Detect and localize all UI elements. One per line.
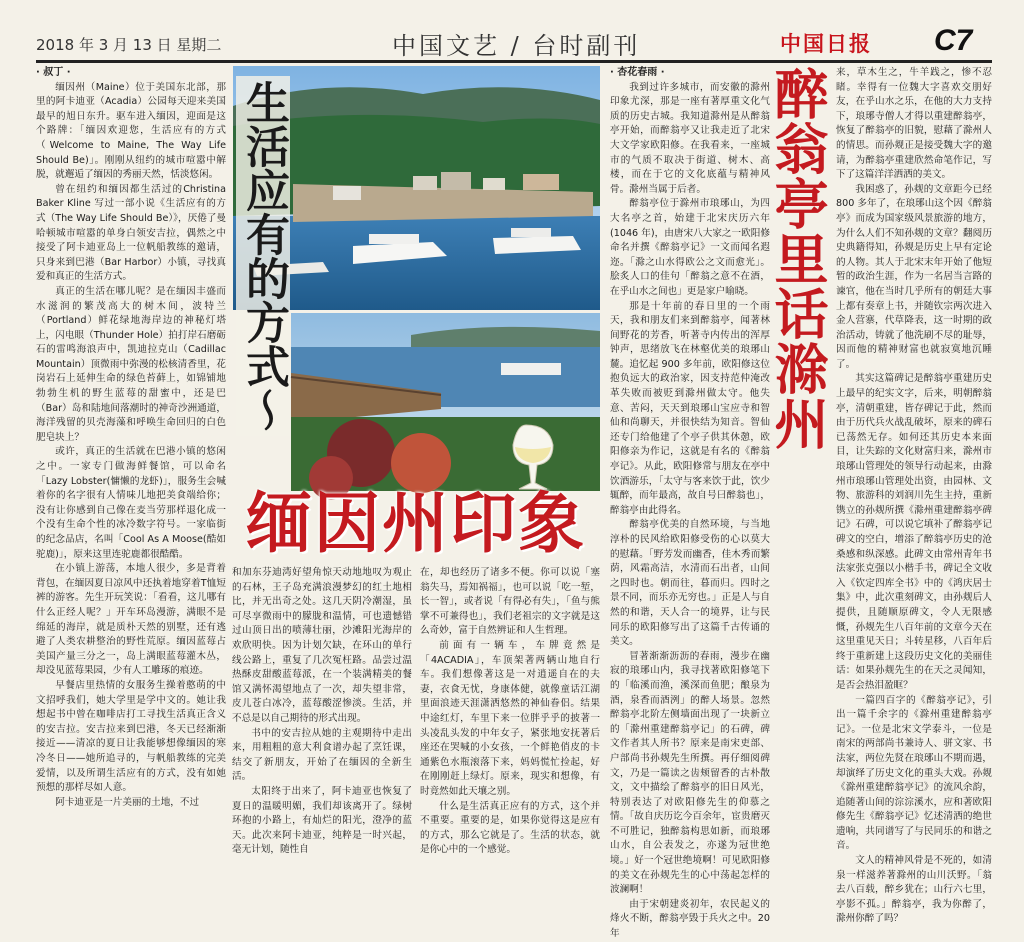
paragraph: 早餐店里热情的女服务生操着憨萌的中文招呼我们，她大学里是学中文的。她让我想起书中曾在咖啡店打工寻找生活真正含义的安吉拉。安吉拉来到巴港，冬天已经渐渐接近——清凉的夏日让我能够想像缅因的寒冷冬日——她所追寻的，与帆船教练的完美爱情，以及所谓生活应有的方式，没有如她预想的那样尽如人意。 bbox=[36, 679, 226, 794]
paragraph: 我到过许多城市，而安徽的滁州印象尤深，那是一座有著厚重文化气质的历史古城。我知道滁州是从醉翁亭开始，而醉翁亭又让我走近了北宋大文学家欧阳修。在我看来，一座城市的气质不取决于街道、树木、高楼，而在于它的文化底蕴与精神风骨。滁州当属于后者。 bbox=[610, 81, 770, 195]
article-right-col2 bbox=[836, 66, 992, 925]
paragraph: 文人的精神风骨是不死的，如清泉一样滋养著滁州的山川沃野。「翁去八百载，醉乡犹在；山行六七里，亭影不孤。」醉翁亭，我为你醉了，滁州你醉了吗？ bbox=[836, 855, 992, 925]
page-header bbox=[0, 0, 1024, 62]
page-number: C7 bbox=[934, 24, 973, 57]
paragraph: 那是十年前的春日里的一个雨天，我和朋友们来到醉翁亭，闻著林间野花的芳香，听著寺内传出的浑厚钟声，思绪放飞在林壑优美的琅琊山麓。追忆起 900 多年前，欧阳修这位抱负远大的政治家，因支持范仲淹改革失败而被贬到滁州做太守。他失意、苦闷，天天到琅琊山宝应寺和智仙和尚聊天，并很快结为知音。智仙还专门给他建了个亭子供其休憩，欧阳修亲为作记，这就是有名的《醉翁亭记》。从此，欧阳修常与朋友在亭中饮酒游乐，「太守与客来饮于此，饮少辄醉，而年最高，故自号曰醉翁也」，醉翁亭由此得名。 bbox=[610, 300, 770, 516]
paragraph: 或许，真正的生活就在巴港小镇的悠闲之中。一家专门做海鲜餐馆，可以命名「Lazy Lobster(慵懒的龙虾)」，服务生会喊着你的名字很有人情味儿地把美食端给你；没有让你感到自己像在麦当劳那样退化成一个没有生命个性的冰冷数字符号。一家临街的纪念品店，名叫「Cool As A Moose(酷如驼鹿)」，原来这里连驼鹿都很酷酷。 bbox=[36, 446, 226, 560]
article-left-col2 bbox=[232, 566, 412, 902]
paragraph: 真正的生活在哪儿呢？是在缅因丰盛而水滋润的繁茂高大的树木间，波特兰（Portland）鲜花绿地海岸边的神秘灯塔上，闪电眼（Thunder Hole）拍打岸石磨砺石的雷鸣海浪声中，凯迪拉克山（Cadillac Mountain）顶微雨中弥漫的松核清香里，花岗岩石上延伸生命的绿色苔藓上，如锦铺地勃勃生机的野生蓝莓的甜蜜中，还是巴（Bar）岛和陆地间落潮时的神奇沙洲通道，海洋残留的贝壳海藻和呼唤生命回归的白色肥皂块上？ bbox=[36, 285, 226, 443]
section-title: 中国文艺 / 台时副刊 bbox=[392, 32, 641, 60]
article-left-col3 bbox=[420, 566, 600, 902]
paragraph: 在，却也经历了诸多不便。你可以说「塞翁失马，焉知祸福」，也可以说「吃一堑，长一智」，或者说「有得必有失」，「鱼与熊掌不可兼得也」，我们老祖宗的文字就是这么奇妙，富于自然辨证和人生哲理。 bbox=[420, 567, 600, 637]
byline: · 杏花春雨 · bbox=[610, 67, 665, 78]
paragraph: 阿卡迪亚是一片美丽的土地，不过 bbox=[55, 796, 200, 808]
paragraph: 前面有一辆车，车牌竟然是「4ACADIA」，车顶架著两辆山地自行车。我们想像著这是一对逍遥自在的夫妻，衣食无忧，身康体健，就像童话江湖里面浪迹天涯潇洒悠然的神仙眷侣。结果中途红灯，车里下来一位胖乎乎的披著一头凌乱头发的中年女子，紧张地安抚著后座还在哭喊的小女孩，一个鲜艳俏皮的卡通紫色水瓶滚落下来，妈妈慌忙捡起，好在刚刚赶上绿灯。原来，现实和想像，有时竟然如此天壤之别。 bbox=[420, 639, 600, 797]
article-title: 醉翁亭里话滁州 bbox=[766, 66, 830, 451]
issue-date: 2018 年 3 月 13 日 星期二 bbox=[36, 36, 222, 54]
paragraph: 我困惑了，孙觌的文章距今已经 800 多年了，在琅琊山这个因《醉翁亭》而成为国家级风景旅游的地方，为什么人们不知孙觌的文章？翻阅历史典籍得知，孙觌是历史上早有定论的人物。其人于北宋末年开始了他短暂的政治生涯，作为一名居当言路的谏官，他在当时几乎所有的朝廷大事上都有奏章上书，并随钦宗两次进入金人营寨，代草降表，这一时期的政治活动，铸就了他洗刷不尽的耻辱，因而他的精神财富也就寂寞地沉睡了。 bbox=[836, 183, 992, 370]
article-title: 缅因州印象 bbox=[246, 485, 586, 562]
paragraph: 醉翁亭位于滁州市琅琊山，为四大名亭之首，始建于北宋庆历六年(1046 年)，由唐宋八大家之一欧阳修命名并撰《醉翁亭记》一文而闻名遐迩。「滁之山水得欧公之文而愈光」。脍炙人口的佳句「醉翁之意不在酒，在乎山水之间也」更是家户喻晓。 bbox=[610, 198, 770, 297]
paragraph: 太阳终于出来了，阿卡迪亚也恢复了夏日的温暖明媚，我们却该离开了。绿树环抱的小路上，有灿烂的阳光，澄净的蓝天。此次来阿卡迪亚，纯粹是一时兴起，毫无计划，随性自 bbox=[232, 785, 412, 856]
paragraph: 一篇四百字的《醉翁亭记》，引出一篇千余字的《滁州重建醉翁亭记》。一位是北宋文学泰斗，一位是南宋的两部尚书兼诗人、骈文家、书法家，两位先贤在琅琊山不期而遇，却演绎了历史文化的重头大戏。孙觌《滁州重建醉翁亭记》的流风余韵，追随著山间的淙淙溪水，应和著欧阳修先生《醉翁亭记》忆述清洒的绝世遗响，共同谱写了与民同乐的和谐之音。 bbox=[836, 694, 992, 852]
header-rule bbox=[36, 60, 992, 63]
pier-photo bbox=[291, 313, 600, 491]
article-left-col1 bbox=[36, 66, 226, 902]
newspaper-logo: 中国日报 bbox=[780, 31, 872, 56]
paragraph: 曾在纽约和缅因都生活过的Christina Baker Kline 写过一部小说《生活应有的方式（The Way Life Should Be）》，厌倦了曼哈顿城市喧嚣的单身白领安吉拉，偶然之中接受了阿卡迪亚岛上一位帆船教练的邀请，只身来到巴港（Bar Harbor）小镇，寻找真爱和真正的生活方式。 bbox=[36, 183, 226, 283]
paragraph: 冒著渐渐沥沥的春雨，漫步在幽寂的琅琊山内，我寻找著欧阳修笔下的「临溪而渔，溪深而鱼肥；酿泉为酒，泉香而酒洌」的醉人场景。忽然醉翁亭北阶左侧墙面出现了一块新立的「滁州重建醉翁亭记」的石碑，碑文作者其人所书？原来是南宋吏部、户部尚书孙觌先生所撰。再仔细阅碑文，乃是一篇读之齿颊留香的古朴散文，文中描绘了醉翁亭的旧日风光，特别表达了对欧阳修先生的仰慕之情。「故自庆历讫今百余年，宦贵磨灭不可胜记，独醉翁构思如新，而琅琊山水，自公表发之，亦遂为冠世绝境。」好一个冠世绝境啊！可见欧阳修的美文在孙觌先生的心中荡起怎样的波澜啊！ bbox=[610, 650, 770, 896]
paragraph: 什么是生活真正应有的方式，这个并不重要。重要的是，如果你觉得这是应有的方式，那么它就是了。生活的状态，就是你心中的一个感觉。 bbox=[420, 800, 600, 856]
paragraph: 在小镇上游荡，本地人很少，多是背着背包，在缅因夏日凉风中还执着地穿着T恤短裤的游客。先生开玩笑说：「看看，这儿哪有什么正经人呢？」开车环岛漫游，满眼不是绵延的海岸，就是质朴天然的别墅，还有逃避了人类农耕整治的野性荒原。缅因蓝莓占美国产量三分之一，岛上满眼蓝莓灌木丛，却没见蓝莓果园，少有人工雕琢的痕迹。 bbox=[36, 563, 226, 677]
article-right-col1 bbox=[610, 66, 770, 940]
paragraph: 醉翁亭优美的自然环境，与当地淳朴的民风给欧阳修受伤的心以莫大的慰藉。「野芳发而幽香，佳木秀而繁荫，风霜高洁，水清而石出者，山间之四时也。朝而往，暮而归。四时之景不同，而乐亦无穷也。」正是人与自然的和谐，天人合一的境界，让与民同乐的欧阳修写出了这篇千古传诵的美文。 bbox=[610, 519, 770, 648]
paragraph: 由于宋朝建炎初年，农民起义的烽火不断，醉翁亭毁于兵火之中。20 年 bbox=[610, 898, 770, 940]
paragraph: 书中的安吉拉从她的主观期待中走出来，用粗粗的意大利食谱办起了烹饪课，结交了新朋友，开始了在缅因的全新生活。 bbox=[232, 727, 412, 783]
article-subtitle: 生活应有的方式～ bbox=[236, 76, 290, 436]
paragraph: 来，草木生之，牛羊践之，惨不忍睹。幸得有一位魏大字喜欢交朋好友，在乎山水之乐，在他的大力支持下，琅琊寺僧人才得以重建醉翁亭，恢复了醉翁亭的旧貌，慰藉了滁州人的情思。而孙觌正是接受魏大字的邀请，为醉翁亭重建欣然命笔作记，写下了这篇洋洋洒洒的美文。 bbox=[836, 67, 992, 181]
paragraph: 缅因州（Maine）位于美国东北部，那里的阿卡迪亚（Acadia）公园每天迎来美国最早的旭日东升。驱车进入缅因，迎面是这个路牌：「缅因欢迎您，生活应有的方式（Welcome to Maine, The Way Life Should Be)」。刚刚从纽约的城市喧嚣中解脱，就邂逅了缅因的秀丽天然，恬淡悠闲。 bbox=[36, 81, 226, 181]
paragraph: 其实这篇碑记是醉翁亭重建历史上最早的纪实文字，后来，明朝醉翁亭，清朝重建，皆存碑记于此，然而由于历代兵火战乱破坏，原来的碑石已荡然无存。如何还其历史本来面目，让失踪的文化财富归来，滁州市琅琊山管理处的领导行动起来，由滁州市琅琊山管理处出资，由园林、文物、旅游科的刘润川先生主持，重新镌立的孙觌所撰《滁州重建醉翁亭碑记》石碑，可以说它填补了醉翁亭记碑文的空白，增添了醉翁亭历史的沧桑感和纵深感。此碑文由常州青年书法家张克强以小楷手书，碑记全文收入《钦定四库全书》中的《鸿庆居士集》中，此次重刻碑文，由孙觌后人提供，且随顺原碑文，令人无限感慨，孙觌先生八百年前的文章今天在这里重见天日；斗转星移，八百年后终于重新建上这段历史文化的美丽佳话：如果孙觌先生的在天之灵闻知，是否会热泪盈眶？ bbox=[836, 373, 992, 691]
byline: · 叔丁 · bbox=[36, 67, 71, 78]
paragraph: 和加东芬迪湾好望角惊天动地地叹为观止的石林，王子岛充满浪漫梦幻的红土地相比，并无出奇之处。这几天阴冷潮湿，虽可尽享微雨中的朦胧和温情，可也遗憾错过山顶日出的喷薄壮丽，沙滩阳光海岸的欢欣明快。因为计划欠缺，在环山的单行线公路上，重复了几次冤枉路。品尝过温热酥皮甜酸蓝莓派，在一个装满精美的餐馆又满怀渴望地点了一次，却失望非常，皮儿苍白冰冷，蓝莓酸涩惨淡。生活，并不总是以自己期待的形式出现。 bbox=[232, 567, 412, 724]
